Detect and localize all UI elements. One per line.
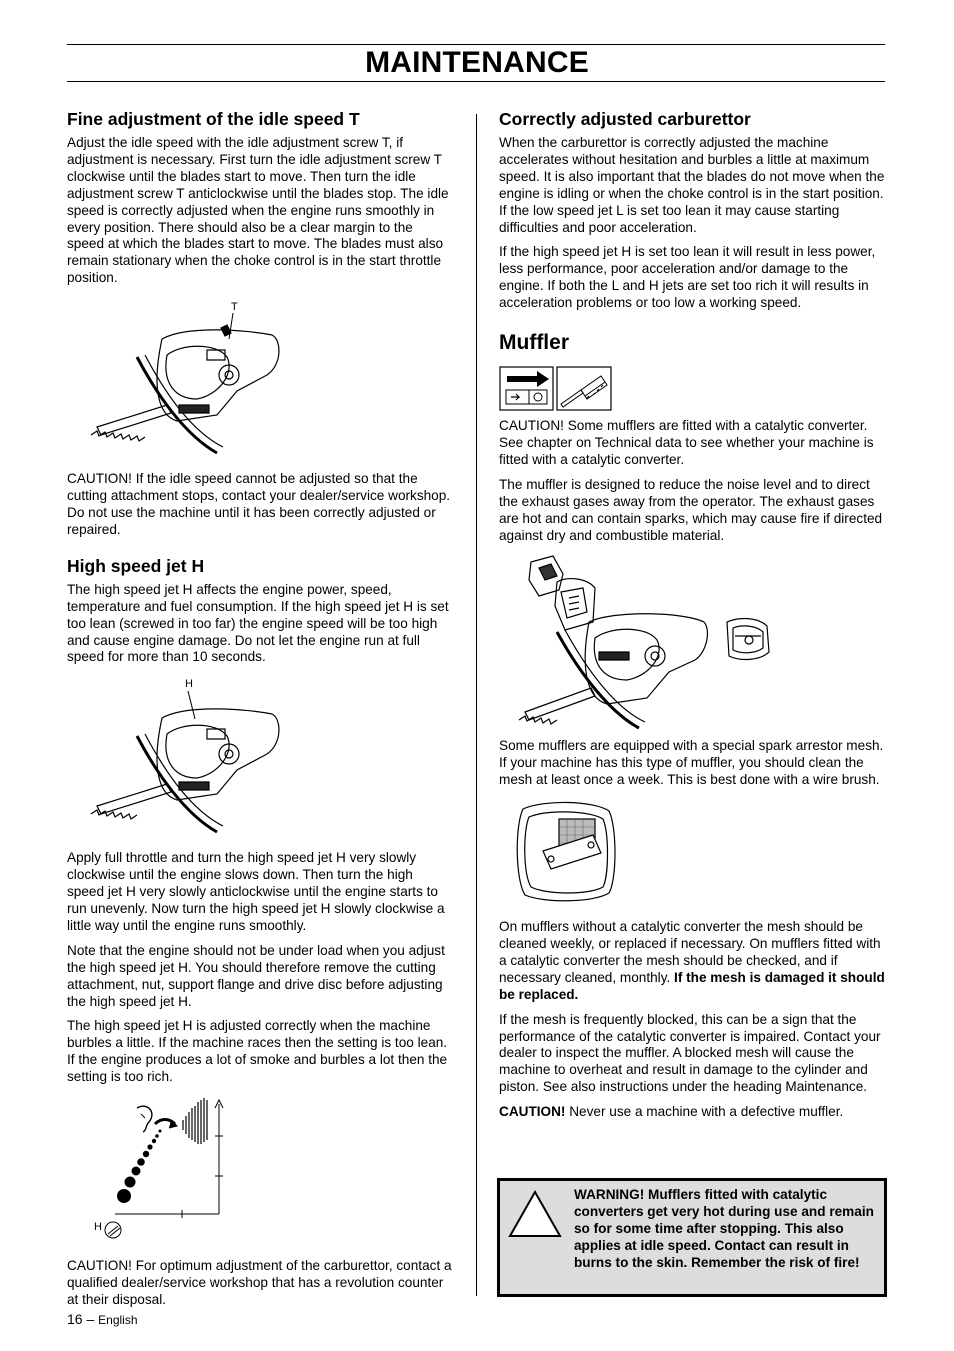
figure-label-t: T <box>231 301 238 314</box>
paragraph: The high speed jet H is adjusted correctly when the machine burbles a little. If the machine races then the setting is too lean. If the engine produces a lot of smoke and burbles a lot then the setting is too rich. <box>67 1018 448 1085</box>
figure-label-h: H <box>185 678 193 691</box>
wire-brush-icon <box>557 367 611 410</box>
page-number: 16 – <box>67 1311 99 1327</box>
schedule-arrow-icon <box>500 367 553 410</box>
left-column <box>67 108 453 1317</box>
paragraph: The high speed jet H affects the engine power, speed, temperature and fuel consumption. If the high speed jet H is set too lean (screwed in too far) the engine speed will be too high and cause engine damage. Do not let the engine run at full speed for more than 10 seconds. <box>67 581 449 665</box>
warning-box <box>497 1178 887 1297</box>
section-title-carburettor: Correctly adjusted carburettor <box>499 109 751 129</box>
section-title-idle-speed: Fine adjustment of the idle speed T <box>67 109 360 129</box>
idle-screw-illustration <box>67 295 297 467</box>
warning-text: WARNING! Mufflers fitted with catalytic converters get very hot during use and remain so for some time after stopping. This also applies at idle speed. Contact can result in burns to the skin. Remember the risk of fire! <box>574 1187 874 1270</box>
header-rule-bottom <box>67 81 885 82</box>
muffler-removal-illustration <box>499 552 779 732</box>
paragraph: Some mufflers are equipped with a special spark arrestor mesh. If your machine has this type of muffler, you should clean the mesh at least once a week. This is best done with a wire brush. <box>499 738 884 788</box>
caution-text: Never use a machine with a defective muffler. <box>565 1104 844 1120</box>
right-column <box>499 108 887 1129</box>
page-title: MAINTENANCE <box>365 46 589 79</box>
spark-arrestor-mesh-illustration <box>499 797 629 907</box>
paragraph <box>499 919 887 1004</box>
warning-triangle-icon <box>508 1189 562 1239</box>
section-title-muffler: Muffler <box>499 331 569 355</box>
paragraph-emphasis: If the mesh is damaged it should be replaced. <box>499 969 885 1002</box>
paragraph: Apply full throttle and turn the high speed jet H very slowly clockwise until the engine slows down. Then turn the high speed jet H very slowly anticlockwise until the engine starts to run unevenly. Now turn the high speed jet H slowly clockwise a little way until the engine runs smoothly. <box>67 850 445 933</box>
paragraph: CAUTION! If the idle speed cannot be adjusted so that the cutting attachment stops, contact your dealer/service workshop. Do not use the machine until it has been correctly adjusted or repaired. <box>67 471 451 537</box>
maintenance-symbols <box>499 366 613 412</box>
paragraph: Note that the engine should not be under load when you adjust the high speed jet H. You should therefore remove the cutting attachment, nut, support flange and drive disc before adjusting the high speed jet H. <box>67 942 445 1009</box>
paragraph: When the carburettor is correctly adjusted the machine accelerates without hesitation and burbles a little at maximum speed. It is also important that the blades do not move when the engine is idling or when the choke control is in the start position. If the low speed jet L is set too lean it may cause starting difficulties and poor acceleration. <box>499 135 885 235</box>
paragraph: CAUTION! Some mufflers are fitted with a catalytic converter. See chapter on Technical data to see whether your machine is fitted with a catalytic converter. <box>499 418 874 467</box>
high-speed-jet-illustration <box>67 674 297 844</box>
caution-label: CAUTION! <box>499 1104 566 1120</box>
page-footer <box>67 1311 138 1327</box>
paragraph: CAUTION! For optimum adjustment of the carburettor, contact a qualified dealer/service workshop that has a revolution counter at their disposal. <box>67 1258 452 1307</box>
rpm-adjustment-diagram <box>67 1094 297 1252</box>
paragraph: If the high speed jet H is set too lean it will result in less power, less performance, poor acceleration and/or damage to the engine. If both the L and H jets are set too rich it will results in acceleration problems or too low a working speed. <box>499 244 876 311</box>
figure-label-h: H <box>94 1221 102 1234</box>
paragraph: The muffler is designed to reduce the noise level and to direct the exhaust gases away from the operator. The exhaust gases are hot and can contain sparks, which may cause fire if directed against dry and combustible material. <box>499 476 883 543</box>
footer-language: English <box>98 1313 138 1327</box>
paragraph-text: On mufflers without a catalytic converter the mesh should be cleaned weekly, or replaced if necessary. On mufflers fitted with a catalytic converter the mesh should be checked, and if necessary cleaned, monthly. <box>499 919 881 985</box>
paragraph: If the mesh is frequently blocked, this can be a sign that the performance of the catalytic converter is impaired. Contact your dealer to inspect the muffler. A blocked mesh will cause the machine to overheat and result in damage to the cylinder and piston. See also instructions under the heading Maintenance. <box>499 1011 881 1095</box>
caution-paragraph <box>499 1104 887 1121</box>
section-title-high-speed-jet: High speed jet H <box>67 555 205 576</box>
column-divider <box>476 114 477 1296</box>
paragraph: Adjust the idle speed with the idle adjustment screw T, if adjustment is necessary. First turn the idle adjustment screw T clockwise until the blades start to move. Then turn the idle adjustment screw T anticlockwise until the blades stop. The idle speed is correctly adjusted when the engine runs smoothly in every position. There should also be a clear margin to the speed at which the blades start to move. The blades must also remain stationary when the choke control is in the start throttle position. <box>67 135 449 286</box>
